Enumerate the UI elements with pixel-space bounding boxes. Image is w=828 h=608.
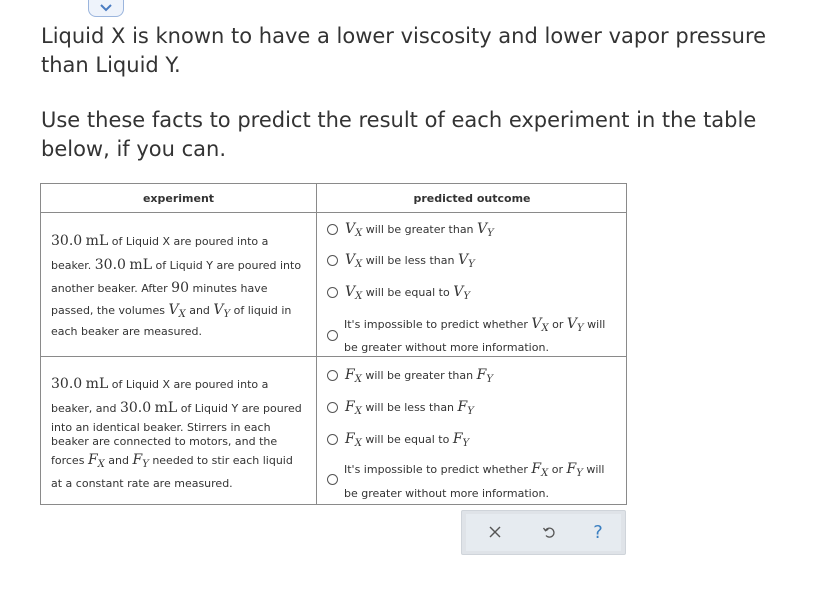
option-1d-radio[interactable]: It's impossible to predict whether VX or VY will be greater without more information. xyxy=(327,314,627,354)
option-2a-radio[interactable]: FX will be greater than FY xyxy=(327,367,493,383)
answer-toolbar xyxy=(461,510,626,555)
intro-statement: Liquid X is known to have a lower viscosity and lower vapor pressure than Liquid Y. xyxy=(41,24,767,77)
help-button[interactable] xyxy=(588,521,608,543)
radio-button[interactable] xyxy=(327,287,338,298)
header-experiment: experiment xyxy=(142,192,215,205)
option-2b-radio[interactable]: FX will be less than FY xyxy=(327,399,474,415)
radio-button[interactable] xyxy=(327,330,338,341)
radio-button[interactable] xyxy=(327,370,338,381)
option-1c-radio[interactable]: VX will be equal to VY xyxy=(327,284,470,300)
clear-button[interactable] xyxy=(485,521,505,543)
chevron-down-icon xyxy=(100,4,112,12)
option-1b-radio[interactable]: VX will be less than VY xyxy=(327,252,475,268)
collapse-toggle-button[interactable] xyxy=(88,0,124,17)
radio-button[interactable] xyxy=(327,255,338,266)
option-2d-radio[interactable]: It's impossible to predict whether FX or FY will be greater without more information. xyxy=(327,461,627,501)
undo-icon xyxy=(542,525,556,539)
undo-button[interactable] xyxy=(539,521,559,543)
radio-button[interactable] xyxy=(327,434,338,445)
radio-button[interactable] xyxy=(327,402,338,413)
header-predicted-outcome: predicted outcome xyxy=(413,192,531,205)
option-2c-radio[interactable]: FX will be equal to FY xyxy=(327,431,469,447)
close-icon xyxy=(489,526,501,538)
radio-button[interactable] xyxy=(327,474,338,485)
help-icon: ? xyxy=(593,521,603,543)
instructions: Use these facts to predict the result of each experiment in the table below, if you can. xyxy=(41,108,757,161)
prediction-table: experiment predicted outcome 30.0 mL of Liquid X are poured into a beaker. 30.0 mL of Liquid Y are poured into another beaker. After 90 minutes have passed, the volumes VX and VY of liquid in each beaker are measured. VX will be greater than VY VX will be less than VY VX will be equal to VY It's impossible to predict whether VX or VY will be greater without more information. 30.0 mL of Liquid X are poured into a beaker, and 30.0 mL of Liquid Y are poured into an identical beaker. Stirrers in each beaker are connected to motors, and the forces FX and FY needed to stir each liquid at a constant rate are measured. FX will be greater than FY FX will be less than FY FX will be equal to FY It's impossible to predict whether FX or FY will be greater without more information. xyxy=(40,183,627,505)
radio-button[interactable] xyxy=(327,224,338,235)
option-1a-radio[interactable]: VX will be greater than VY xyxy=(327,221,494,237)
